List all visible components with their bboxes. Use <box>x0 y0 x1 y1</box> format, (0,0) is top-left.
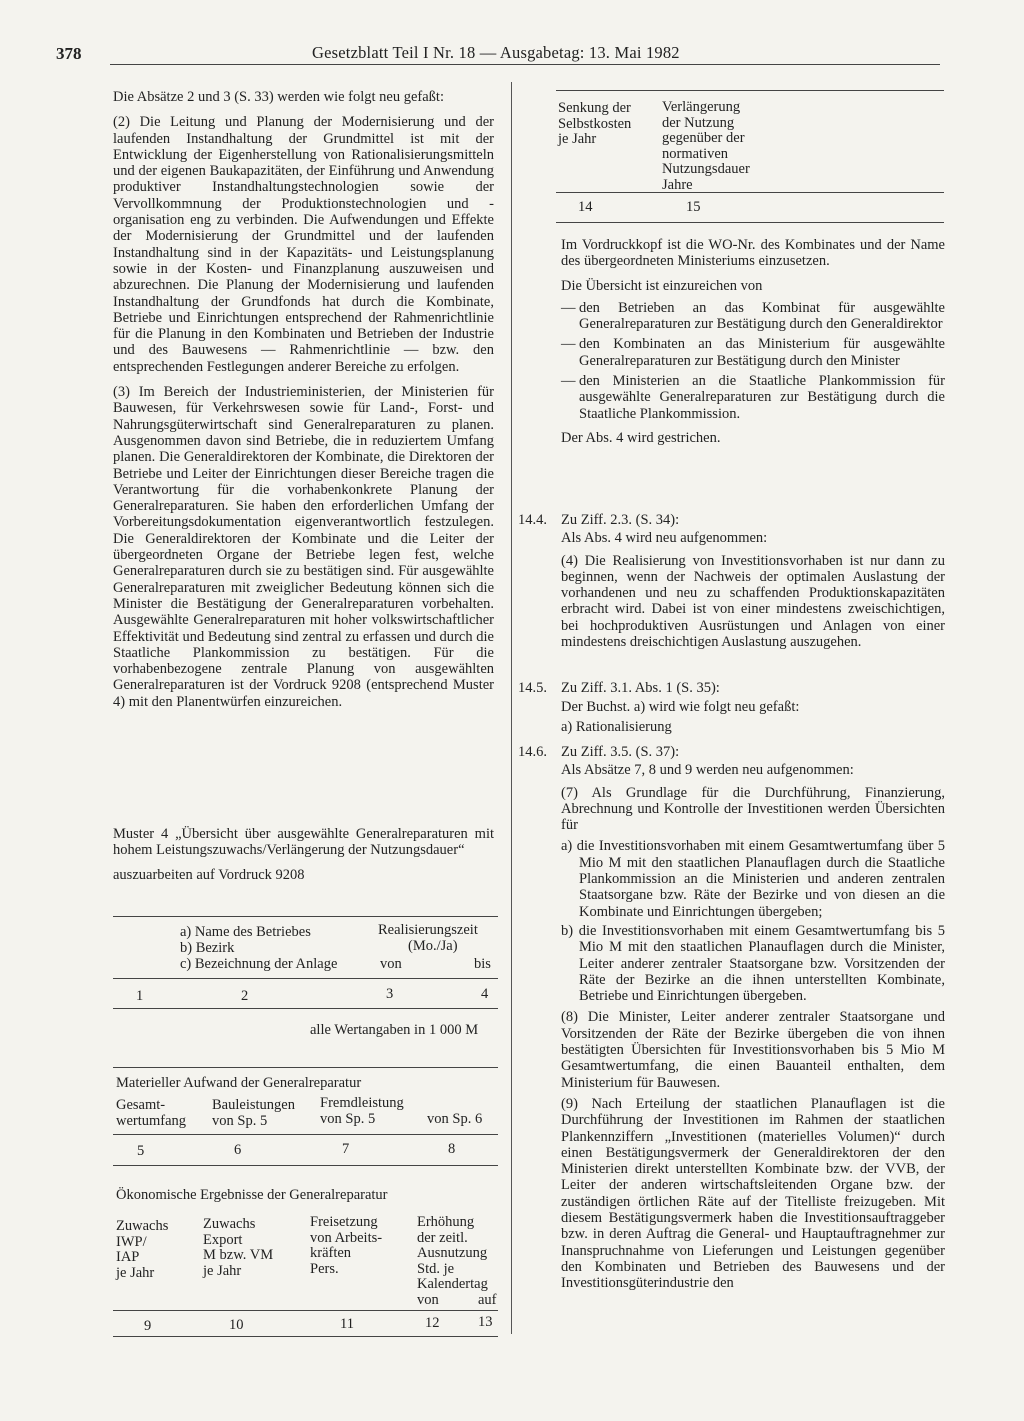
table1-num-3: 3 <box>386 986 394 1002</box>
list-item-text: den Betrieben an das Kombinat für ausgewählte Generalreparaturen zur Bestätigung durch den Generaldirektor <box>579 299 945 333</box>
section-14-6 <box>561 744 945 1292</box>
table4-top-rule <box>556 90 944 91</box>
table1-col-b: b) Bezirk <box>180 940 235 956</box>
table3-mid-rule <box>113 1310 498 1311</box>
table4-mid-rule <box>556 192 944 193</box>
table4-col14 <box>558 101 631 148</box>
table3-col12-line: Ausnutzung <box>417 1245 488 1261</box>
list-item-text: den Ministerien an die Staatliche Plankommission für ausgewählte Generalreparaturen zur Bestätigung durch die Staatliche Plankommission. <box>579 373 945 422</box>
table3-auf: auf <box>478 1292 497 1308</box>
section-14-6-line2: Als Absätze 7, 8 und 9 werden neu aufgenommen: <box>561 762 854 779</box>
table1-col-c: c) Bezeichnung der Anlage <box>180 956 338 972</box>
table4-col15-line: gegenüber der <box>662 130 745 146</box>
dash-marker: — <box>561 373 576 390</box>
table3-col9-line: IWP/ <box>116 1233 147 1250</box>
list-item-text: den Kombinaten an das Ministerium für ausgewählte Generalreparaturen zur Bestätigung durch den Minister <box>579 336 945 369</box>
table3-title: Ökonomische Ergebnisse der Generalreparatur <box>116 1187 388 1203</box>
table2-mid-rule <box>113 1134 498 1135</box>
table1-num-4: 4 <box>481 986 489 1002</box>
paragraph-9: (9) Nach Erteilung der staatlichen Planauflagen ist die Durchführung der Investitionen im Rahmen der staatlichen Plankennziffern „Investitionen (materielles Volumen)“ durch einen Bestätigungsvermerk der Generaldirektoren der den Ministerien direkt unterstellten Kombinate bzw. der VVB, der Leiter der anderen wirtschaftsleitenden Organe bzw. der zuständigen örtlichen Räte auf der Titelliste freizugeben. Mit diesem Bestätigungsvermerk haben die Investitionsauftraggeber bzw. in deren Auftrag die General- und Hauptauftragnehmer zur Inanspruchnahme von Lieferungen und Leistungen gegenüber den Kombinaten und Betrieben des Bauwesens und der Investitionsgüterindustrie den <box>561 1095 945 1292</box>
vordruck-note: auszuarbeiten auf Vordruck 9208 <box>113 866 305 883</box>
table3-num-11: 11 <box>340 1316 354 1332</box>
section-14-6-line1: Zu Ziff. 3.5. (S. 37): <box>561 744 680 760</box>
table3-num-10: 10 <box>229 1317 244 1333</box>
paragraph-7-b: b) die Investitionsvorhaben mit einem Gesamtwertumfang bis 5 Mio M mit den staatlichen Planauflagen durch die Minister, Leiter anderer zentraler Staatsorgane bzw. Vorsitzenden der Räte der Bezirke an die ihnen unterstellten Kombinate, Betriebe und Einrichtungen übergeben. <box>561 922 945 1005</box>
table2-col5-a: Gesamt- <box>116 1097 166 1113</box>
section-14-4-paragraph: (4) Die Realisierung von Investitionsvorhaben ist nur dann zu beginnen, wenn der Nachweis der optimalen Auslastung der vorhandenen und neu zu schaffenden Produktionskapazitäten erbracht wird. Dabei ist von einer mindestens zweischichtigen, bei hochproduktiven Ausrüstungen und Anlagen von einer mindestens dreischichtigen Auslastung auszugehen. <box>561 552 945 651</box>
section-14-5-line1: Zu Ziff. 3.1. Abs. 1 (S. 35): <box>561 680 720 696</box>
section-14-5-line3: a) Rationalisierung <box>561 718 672 735</box>
intro-paragraph: Die Absätze 2 und 3 (S. 33) werden wie folgt neu gefaßt: <box>113 89 444 105</box>
table3-col11-line: Freisetzung <box>310 1214 378 1230</box>
abs4-note: Der Abs. 4 wird gestrichen. <box>561 429 721 446</box>
section-number-14-5: 14.5. <box>518 680 547 696</box>
table3-col10 <box>203 1217 273 1279</box>
table2-num-5: 5 <box>137 1143 145 1159</box>
table1-num-1: 1 <box>136 988 144 1004</box>
paragraph-8: (8) Die Minister, Leiter anderer zentraler Staatsorgane und Vorsitzenden der Räte der Bezirke übergeben die von ihnen bestätigten Übersichten für Investitionsvorhaben bis 5 Mio M Gesamtwertumfang, die einen Bauanteil enthalten, dem Ministerium für Bauwesen. <box>561 1009 945 1091</box>
table3-col9-line: je Jahr <box>116 1264 155 1281</box>
paragraph-3: (3) Im Bereich der Industrieministerien, der Ministerien für Bauwesen, für Verkehrswesen sowie für Land-, Forst- und Nahrungsgüterwirtschaft sind Generalreparaturen zu planen. Ausgenommen davon sind Betriebe, die in reduziertem Umfang planen. Die Generaldirektoren der Kombinate, die Direktoren der Betriebe und Leiter der Einrichtungen dieser Bereiche tragen die Verantwortung für die vorhabenkonkrete Planung der Generalreparaturen. Sie haben den erforderlichen Umfang der Vorbereitungsdokumentation eigenverantwortlich festzulegen. Die Generaldirektoren der Kombinate und die Leiter der übergeordneten Organe der Betriebe legen fest, welche Generalreparaturen durch sie zu bestätigen sind. Für ausgewählte Generalreparaturen mit zweiglicher Bedeutung können sich die Minister die Bestätigung der Generalreparaturen vorbehalten. Ausgewählte Generalreparaturen mit hoher volkswirtschaftlicher Effektivität und Bedeutung sind zentral zu erfassen und durch die Staatliche Plankommission zu bestätigen. Für die vorhabenbezogene zentrale Planung von ausgewählten Generalreparaturen ist der Vordruck 9208 (entsprechend Muster 4) mit den Planentwürfen einzureichen. <box>113 384 494 710</box>
section-14-4-line1: Zu Ziff. 2.3. (S. 34): <box>561 512 680 528</box>
table1-top-rule <box>113 916 498 917</box>
table3-von: von <box>417 1292 439 1308</box>
table2-col6-b: von Sp. 5 <box>212 1113 268 1129</box>
section-14-5 <box>561 680 945 735</box>
value-unit-note: alle Wertangaben in 1 000 M <box>310 1022 479 1038</box>
header-rule <box>110 64 940 65</box>
table2-col6-a: Bauleistungen <box>212 1097 295 1113</box>
section-14-4 <box>561 512 945 650</box>
list-item <box>561 300 945 333</box>
table4-col15-line: Verlängerung <box>662 99 741 115</box>
table3-num-13: 13 <box>478 1314 493 1330</box>
list-item <box>561 373 945 422</box>
muster-title: Muster 4 „Übersicht über ausgewählte Generalreparaturen mit hohem Leistungszuwachs/Verlängerung der Nutzungsdauer“ <box>113 826 494 859</box>
table3-num-12: 12 <box>425 1315 440 1331</box>
section-14-5-line2: Der Buchst. a) wird wie folgt neu gefaßt: <box>561 699 800 716</box>
table1-moja: (Mo./Ja) <box>408 938 458 954</box>
table1-von: von <box>380 956 402 972</box>
table2-col5-b: wertumfang <box>116 1113 187 1129</box>
table4-bottom-rule <box>556 222 944 223</box>
table2-bottom-rule <box>113 1165 498 1166</box>
table1-mid-rule <box>113 978 498 979</box>
table3-num-9: 9 <box>144 1318 152 1334</box>
table4-col14-line: Senkung der <box>558 100 631 116</box>
table3-col10-line: Zuwachs <box>203 1216 256 1232</box>
table3-col12-line: Std. je <box>417 1260 455 1277</box>
table3-col11-line: kräften <box>310 1245 352 1261</box>
table3-bottom-rule <box>113 1336 498 1337</box>
table4-col15-line: normativen <box>662 145 729 162</box>
table4-col15 <box>662 100 750 193</box>
table4-col15-line: der Nutzung <box>662 114 735 131</box>
table3-col12-line: Erhöhung <box>417 1214 475 1230</box>
paragraph-2: (2) Die Leitung und Planung der Modernisierung und der laufenden Instandhaltung der Grundmittel ist mit der Entwicklung der Eigenherstellung von Rationalisierungsmitteln und der eigenen Baukapazitäten, der Einführung und Anwendung produktiver Instandhaltungstechnologien sowie der Vervollkommnung der Produktionstechnologien und -organisation eng zu verbinden. Die Aufwendungen und Effekte der Modernisierung der Grundmittel und der laufenden Instandhaltung sind in der Kapazitäts- und Leistungsplanung sowie in der Kosten- und Finanzplanung auszuweisen und abzurechnen. Die Planung der Modernisierung und laufenden Instandhaltung der Grundfonds hat durch die Kombinate, Betriebe und Einrichtungen entsprechend der Rahmenrichtlinie für die Planung in den Kombinaten und Betrieben der Industrie und des Bauwesens — Rahmenrichtlinie — bzw. den entsprechenden Festlegungen anderer Bereiche zu erfolgen. <box>113 114 494 375</box>
table1-bottom-rule <box>113 1008 498 1009</box>
table3-col9-line: IAP <box>116 1249 140 1265</box>
table2-num-7: 7 <box>342 1141 350 1157</box>
uebersicht-intro: Die Übersicht ist einzureichen von <box>561 277 763 294</box>
table2-num-8: 8 <box>448 1141 456 1157</box>
table1-num-2: 2 <box>241 988 249 1004</box>
table4-col15-line: Jahre <box>662 176 693 193</box>
table3-col12 <box>417 1215 488 1293</box>
table3-col11 <box>310 1215 382 1277</box>
table4-col14-line: je Jahr <box>558 131 597 147</box>
table1-realisierung: Realisierungszeit <box>378 922 478 938</box>
paragraph-7-a: a) die Investitionsvorhaben mit einem Gesamtwertumfang über 5 Mio M mit den staatlichen Planauflagen durch die Staatliche Plankommission an die Ministerien und anderen zentralen Staatsorgane bzw. Räte der Bezirke und von diesen an die Kombinate und Einrichtungen übergeben; <box>561 838 945 920</box>
table1-bis: bis <box>474 956 491 972</box>
table4-num-15: 15 <box>686 199 701 215</box>
left-column-text <box>113 89 494 710</box>
column-divider <box>511 82 512 1334</box>
section-number-14-6: 14.6. <box>518 744 547 760</box>
paragraph-7: (7) Als Grundlage für die Durchführung, Finanzierung, Abrechnung und Kontrolle der Investitionen werden Übersichten für <box>561 784 945 834</box>
section-14-4-line2: Als Abs. 4 wird neu aufgenommen: <box>561 530 768 547</box>
table2-col7-a: Fremdleistung <box>320 1095 404 1111</box>
section-number-14-4: 14.4. <box>518 512 547 528</box>
table3-col12-line: Kalendertag <box>417 1276 488 1292</box>
table3-col11-line: Pers. <box>310 1260 339 1277</box>
right-column-text <box>561 237 945 446</box>
list-item <box>561 336 945 369</box>
table3-col11-line: von Arbeits- <box>310 1229 383 1246</box>
table4-col15-line: Nutzungsdauer <box>662 161 750 177</box>
table3-col10-line: M bzw. VM <box>203 1247 274 1263</box>
table2-top-rule <box>113 1067 498 1068</box>
table2-col8: von Sp. 6 <box>427 1111 483 1127</box>
table3-col9-line: Zuwachs <box>116 1218 169 1234</box>
table2-col7-b: von Sp. 5 <box>320 1111 376 1127</box>
table3-col9 <box>116 1219 168 1281</box>
table4-num-14: 14 <box>578 199 593 215</box>
table3-col10-line: Export <box>203 1231 243 1248</box>
page-number: 378 <box>56 44 82 63</box>
dash-marker: — <box>561 336 576 353</box>
table2-title: Materieller Aufwand der Generalreparatur <box>116 1075 362 1091</box>
table2-num-6: 6 <box>234 1142 242 1158</box>
table4-col14-line: Selbstkosten <box>558 115 632 132</box>
dash-marker: — <box>561 299 576 316</box>
table3-col12-line: der zeitl. <box>417 1229 468 1246</box>
table1-col-a: a) Name des Betriebes <box>180 924 311 940</box>
page-header-title: Gesetzblatt Teil I Nr. 18 — Ausgabetag: 13. Mai 1982 <box>312 43 680 62</box>
table3-col10-line: je Jahr <box>203 1262 242 1279</box>
vordruckkopf-paragraph: Im Vordruckkopf ist die WO-Nr. des Kombinates und der Name des übergeordneten Ministeriums einzusetzen. <box>561 237 945 270</box>
muster-heading <box>113 826 494 883</box>
